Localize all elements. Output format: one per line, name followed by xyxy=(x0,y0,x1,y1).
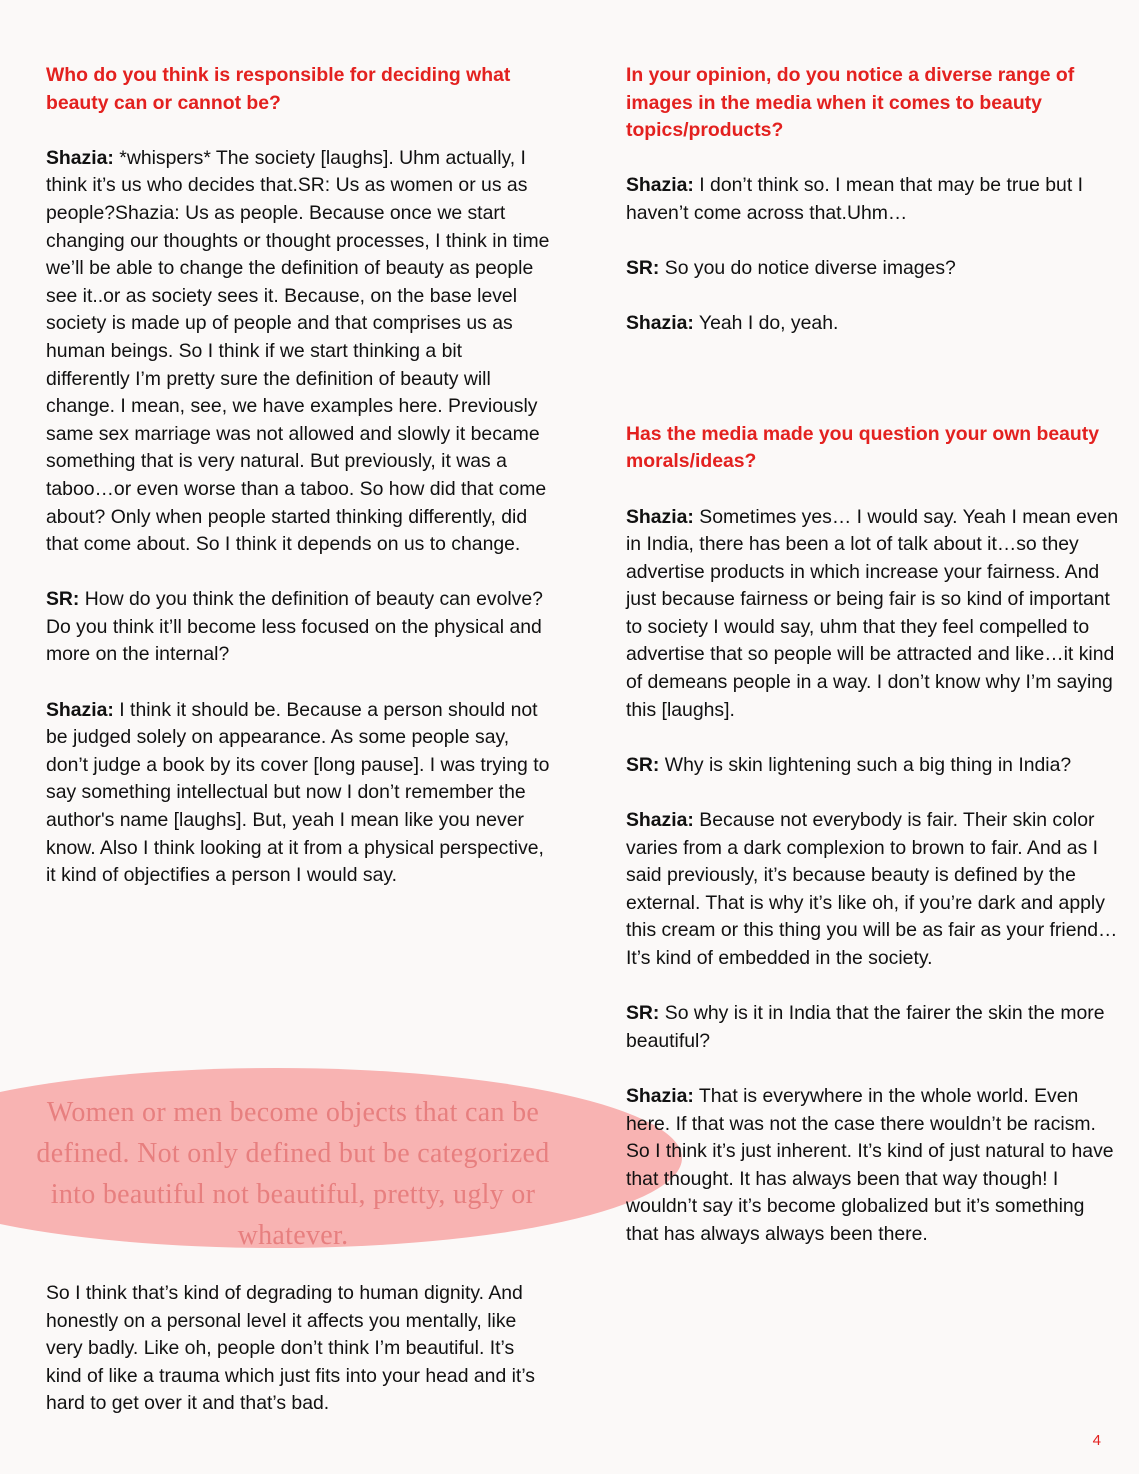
pull-quote: Women or men become objects that can be defined. Not only defined but be categorized into beautiful not beautiful, pretty, ugly or whatever. xyxy=(36,1097,550,1251)
speaker-label: Shazia: xyxy=(46,698,114,721)
speaker-label: SR: xyxy=(626,257,660,280)
answer-paragraph xyxy=(626,807,1122,973)
page-number: 4 xyxy=(1092,1432,1101,1449)
answer-paragraph xyxy=(46,586,551,669)
question-heading: Who do you think is responsible for deciding what beauty can or cannot be? xyxy=(46,64,511,114)
speaker-label: SR: xyxy=(46,588,80,611)
speaker-label: SR: xyxy=(626,1002,660,1025)
answer-text: So you do notice diverse images? xyxy=(659,257,956,280)
speaker-label: Shazia: xyxy=(626,312,694,335)
answer-paragraph xyxy=(626,504,1122,725)
speaker-label: Shazia: xyxy=(626,1084,694,1107)
speaker-label: Shazia: xyxy=(46,146,114,169)
answer-paragraph xyxy=(46,697,551,890)
answer-text: Sometimes yes… I would say. Yeah I mean even in India, there has been a lot of talk about it…so they advertise products in which increase your fairness. And just because fairness or being fair is so kind of important to society I would say, uhm that they feel compelled to advertise that so people will be attracted and like…it kind of demeans people in a way. I don’t know why I’m saying this [laughs]. xyxy=(626,505,1119,721)
left-column xyxy=(46,62,551,890)
speaker-label: Shazia: xyxy=(626,505,694,528)
answer-text: How do you think the definition of beauty can evolve? Do you think it’ll become less focused on the physical and more on the internal? xyxy=(46,588,543,666)
answer-text: I don’t think so. I mean that may be true but I haven’t come across that.Uhm… xyxy=(626,174,1083,224)
right-column xyxy=(626,62,1122,1249)
answer-paragraph xyxy=(626,310,1122,338)
answer-text: That is everywhere in the whole world. Even here. If that was not the case there wouldn’t be racism. So I think it’s just inherent. It’s kind of just natural to have that thought. It has always been that way though! I wouldn’t say it’s become globalized but it’s something that has always always been there. xyxy=(626,1084,1114,1245)
speaker-label: SR: xyxy=(626,753,660,776)
speaker-label: Shazia: xyxy=(626,174,694,197)
answer-text: Because not everybody is fair. Their skin color varies from a dark complexion to brown to fair. And as I said previously, it’s because beauty is defined by the external. That is why it’s like oh, if you’re dark and apply this cream or this thing you will be as fair as your friend…It’s kind of embedded in the society. xyxy=(626,809,1118,969)
answer-text: Why is skin lightening such a big thing in India? xyxy=(659,753,1072,776)
answer-paragraph xyxy=(626,172,1122,227)
question-heading: Has the media made you question your own beauty morals/ideas? xyxy=(626,422,1100,473)
answer-paragraph xyxy=(626,752,1122,780)
speaker-label: Shazia: xyxy=(626,809,694,832)
answer-continuation: So I think that’s kind of degrading to human dignity. And honestly on a personal level it affects you mentally, like very badly. Like oh, people don’t think I’m beautiful. It’s kind of like a trauma which just fits into your head and it’s hard to get over it and that’s bad. xyxy=(46,1282,535,1415)
answer-paragraph xyxy=(46,145,551,559)
answer-paragraph xyxy=(626,1000,1122,1055)
answer-paragraph xyxy=(626,255,1122,283)
answer-text: Yeah I do, yeah. xyxy=(693,312,839,335)
answer-text: *whispers* The society [laughs]. Uhm actually, I think it’s us who decides that.SR: Us as women or us as people?Shazia: Us as people. Because once we start changing our thoughts or thought processes, I think in time we’ll be able to change the definition of beauty as people see it..or as society sees it. Because, on the base level society is made up of people and that comprises us as human beings. So I think if we start thinking a bit differently I’m pretty sure the definition of beauty will change. I mean, see, we have examples here. Previously same sex marriage was not allowed and slowly it became something that is very natural. But previously, it was a taboo…or even worse than a taboo. So how did that come about? Only when people started thinking differently, did that come about. So I think it depends on us to change. xyxy=(46,146,550,556)
answer-text: So why is it in India that the fairer the skin the more beautiful? xyxy=(626,1002,1105,1052)
question-heading: In your opinion, do you notice a diverse range of images in the media when it comes to beauty topics/products? xyxy=(626,64,1075,142)
answer-paragraph xyxy=(626,1083,1122,1249)
answer-text: I think it should be. Because a person should not be judged solely on appearance. As some people say, don’t judge a book by its cover [long pause]. I was trying to say something intellectual but now I don’t remember the author's name [laughs]. But, yeah I mean like you never know. Also I think looking at it from a physical perspective, it kind of objectifies a person I would say. xyxy=(46,698,550,887)
